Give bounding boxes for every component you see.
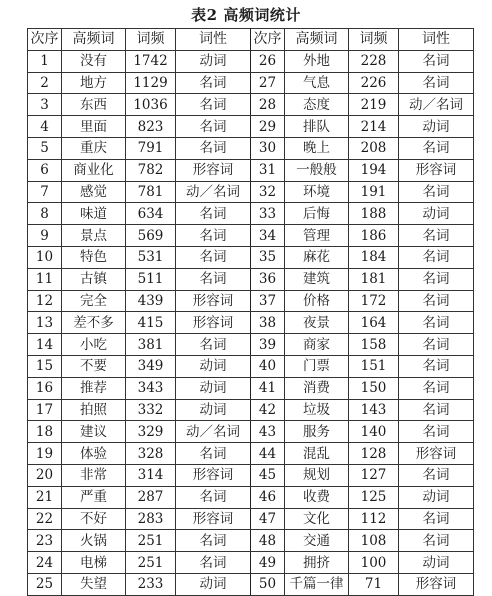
table-row	[28, 399, 474, 421]
cell-rank-left: 7	[28, 181, 62, 203]
cell-frequency-right: 128	[349, 443, 399, 465]
cell-frequency-left: 1036	[126, 94, 176, 116]
cell-pos-right: 名词	[399, 312, 474, 334]
cell-rank-right: 31	[251, 159, 285, 181]
table-row	[28, 290, 474, 312]
table-row	[28, 552, 474, 574]
cell-pos-left: 名词	[176, 225, 251, 247]
cell-pos-left: 名词	[176, 486, 251, 508]
cell-rank-right: 44	[251, 443, 285, 465]
cell-word-left: 拍照	[62, 399, 126, 421]
table-row	[28, 72, 474, 94]
cell-word-right: 规划	[285, 464, 349, 486]
cell-pos-right: 名词	[399, 508, 474, 530]
cell-frequency-left: 782	[126, 159, 176, 181]
cell-frequency-right: 172	[349, 290, 399, 312]
cell-rank-right: 46	[251, 486, 285, 508]
cell-pos-left: 动词	[176, 355, 251, 377]
cell-rank-left: 24	[28, 552, 62, 574]
cell-word-left: 不好	[62, 508, 126, 530]
cell-frequency-left: 531	[126, 246, 176, 268]
cell-pos-left: 形容词	[176, 464, 251, 486]
cell-frequency-right: 226	[349, 72, 399, 94]
cell-word-left: 重庆	[62, 137, 126, 159]
cell-rank-right: 37	[251, 290, 285, 312]
cell-word-right: 麻花	[285, 246, 349, 268]
cell-pos-right: 名词	[399, 399, 474, 421]
cell-pos-right: 动／名词	[399, 94, 474, 116]
cell-rank-right: 39	[251, 334, 285, 356]
cell-word-left: 古镇	[62, 268, 126, 290]
cell-frequency-right: 228	[349, 50, 399, 72]
cell-frequency-left: 1129	[126, 72, 176, 94]
cell-frequency-left: 349	[126, 355, 176, 377]
cell-rank-left: 20	[28, 464, 62, 486]
cell-pos-right: 名词	[399, 334, 474, 356]
cell-pos-right: 动词	[399, 486, 474, 508]
cell-pos-right: 名词	[399, 421, 474, 443]
cell-rank-left: 22	[28, 508, 62, 530]
cell-rank-right: 47	[251, 508, 285, 530]
cell-pos-right: 名词	[399, 530, 474, 552]
cell-word-right: 一般般	[285, 159, 349, 181]
cell-rank-left: 23	[28, 530, 62, 552]
cell-rank-left: 2	[28, 72, 62, 94]
table-row	[28, 355, 474, 377]
table-row	[28, 443, 474, 465]
cell-rank-left: 9	[28, 225, 62, 247]
cell-pos-left: 名词	[176, 246, 251, 268]
cell-rank-left: 5	[28, 137, 62, 159]
cell-word-right: 交通	[285, 530, 349, 552]
cell-word-right: 商家	[285, 334, 349, 356]
cell-word-left: 推荐	[62, 377, 126, 399]
cell-word-left: 失望	[62, 573, 126, 595]
cell-frequency-right: 214	[349, 116, 399, 138]
cell-pos-left: 动词	[176, 573, 251, 595]
header-word-right: 高频词	[285, 29, 349, 51]
cell-word-left: 东西	[62, 94, 126, 116]
cell-rank-right: 32	[251, 181, 285, 203]
cell-word-right: 夜景	[285, 312, 349, 334]
cell-frequency-left: 251	[126, 530, 176, 552]
table-row	[28, 159, 474, 181]
cell-word-left: 严重	[62, 486, 126, 508]
table-row	[28, 94, 474, 116]
table-row	[28, 377, 474, 399]
cell-rank-left: 1	[28, 50, 62, 72]
cell-frequency-left: 634	[126, 203, 176, 225]
cell-pos-left: 名词	[176, 530, 251, 552]
cell-frequency-right: 188	[349, 203, 399, 225]
cell-word-left: 电梯	[62, 552, 126, 574]
cell-rank-right: 27	[251, 72, 285, 94]
cell-pos-left: 动／名词	[176, 421, 251, 443]
cell-rank-right: 43	[251, 421, 285, 443]
cell-rank-left: 19	[28, 443, 62, 465]
table-row	[28, 225, 474, 247]
cell-rank-right: 29	[251, 116, 285, 138]
table-body	[28, 50, 474, 595]
cell-word-right: 门票	[285, 355, 349, 377]
cell-pos-left: 名词	[176, 116, 251, 138]
table-row	[28, 203, 474, 225]
cell-rank-left: 3	[28, 94, 62, 116]
cell-rank-right: 36	[251, 268, 285, 290]
cell-pos-right: 名词	[399, 50, 474, 72]
cell-frequency-right: 181	[349, 268, 399, 290]
cell-rank-left: 25	[28, 573, 62, 595]
cell-rank-left: 10	[28, 246, 62, 268]
cell-word-right: 晚上	[285, 137, 349, 159]
cell-rank-right: 45	[251, 464, 285, 486]
cell-frequency-left: 332	[126, 399, 176, 421]
cell-rank-left: 15	[28, 355, 62, 377]
cell-frequency-right: 184	[349, 246, 399, 268]
cell-pos-left: 名词	[176, 443, 251, 465]
cell-word-left: 非常	[62, 464, 126, 486]
cell-frequency-right: 140	[349, 421, 399, 443]
cell-word-left: 特色	[62, 246, 126, 268]
cell-frequency-right: 143	[349, 399, 399, 421]
cell-rank-left: 8	[28, 203, 62, 225]
cell-frequency-left: 511	[126, 268, 176, 290]
header-frequency-right: 词频	[349, 29, 399, 51]
cell-pos-left: 名词	[176, 334, 251, 356]
cell-frequency-left: 328	[126, 443, 176, 465]
cell-word-right: 气息	[285, 72, 349, 94]
cell-word-right: 排队	[285, 116, 349, 138]
cell-pos-right: 名词	[399, 268, 474, 290]
table-row	[28, 530, 474, 552]
cell-word-left: 火锅	[62, 530, 126, 552]
cell-word-right: 后悔	[285, 203, 349, 225]
cell-word-right: 收费	[285, 486, 349, 508]
header-frequency-left: 词频	[126, 29, 176, 51]
cell-word-right: 服务	[285, 421, 349, 443]
cell-word-left: 不要	[62, 355, 126, 377]
cell-frequency-right: 194	[349, 159, 399, 181]
table-caption: 表2 高频词统计	[191, 6, 301, 24]
cell-pos-left: 名词	[176, 268, 251, 290]
cell-frequency-right: 191	[349, 181, 399, 203]
cell-word-left: 完全	[62, 290, 126, 312]
cell-rank-right: 26	[251, 50, 285, 72]
cell-rank-right: 50	[251, 573, 285, 595]
cell-word-right: 环境	[285, 181, 349, 203]
cell-pos-right: 名词	[399, 72, 474, 94]
cell-word-right: 千篇一律	[285, 573, 349, 595]
cell-pos-left: 动词	[176, 399, 251, 421]
cell-rank-right: 42	[251, 399, 285, 421]
cell-pos-right: 形容词	[399, 573, 474, 595]
cell-pos-right: 动词	[399, 203, 474, 225]
table-row	[28, 181, 474, 203]
cell-rank-left: 13	[28, 312, 62, 334]
cell-pos-right: 形容词	[399, 159, 474, 181]
cell-pos-right: 形容词	[399, 443, 474, 465]
cell-rank-left: 14	[28, 334, 62, 356]
cell-pos-right: 名词	[399, 137, 474, 159]
cell-rank-right: 40	[251, 355, 285, 377]
cell-pos-left: 名词	[176, 552, 251, 574]
table-row	[28, 116, 474, 138]
cell-frequency-left: 415	[126, 312, 176, 334]
table-row	[28, 334, 474, 356]
cell-frequency-left: 343	[126, 377, 176, 399]
cell-word-right: 文化	[285, 508, 349, 530]
cell-word-right: 管理	[285, 225, 349, 247]
cell-rank-left: 17	[28, 399, 62, 421]
cell-frequency-right: 186	[349, 225, 399, 247]
cell-rank-right: 49	[251, 552, 285, 574]
cell-rank-left: 21	[28, 486, 62, 508]
cell-pos-right: 动词	[399, 552, 474, 574]
cell-rank-right: 41	[251, 377, 285, 399]
cell-pos-left: 动／名词	[176, 181, 251, 203]
cell-word-left: 感觉	[62, 181, 126, 203]
cell-frequency-left: 233	[126, 573, 176, 595]
cell-word-right: 拥挤	[285, 552, 349, 574]
cell-pos-left: 形容词	[176, 312, 251, 334]
cell-word-left: 小吃	[62, 334, 126, 356]
cell-frequency-left: 1742	[126, 50, 176, 72]
cell-rank-left: 6	[28, 159, 62, 181]
cell-frequency-right: 164	[349, 312, 399, 334]
cell-pos-right: 名词	[399, 377, 474, 399]
cell-pos-right: 名词	[399, 290, 474, 312]
header-pos-left: 词性	[176, 29, 251, 51]
cell-word-left: 味道	[62, 203, 126, 225]
cell-word-left: 建议	[62, 421, 126, 443]
cell-frequency-left: 439	[126, 290, 176, 312]
table-row	[28, 421, 474, 443]
table-row	[28, 573, 474, 595]
cell-frequency-left: 381	[126, 334, 176, 356]
cell-frequency-right: 151	[349, 355, 399, 377]
header-rank-right: 次序	[251, 29, 285, 51]
cell-rank-right: 34	[251, 225, 285, 247]
cell-frequency-left: 314	[126, 464, 176, 486]
header-rank-left: 次序	[28, 29, 62, 51]
cell-frequency-left: 569	[126, 225, 176, 247]
table-row	[28, 486, 474, 508]
cell-rank-right: 33	[251, 203, 285, 225]
cell-frequency-right: 127	[349, 464, 399, 486]
table-row	[28, 312, 474, 334]
cell-pos-left: 形容词	[176, 159, 251, 181]
cell-frequency-left: 251	[126, 552, 176, 574]
cell-frequency-right: 108	[349, 530, 399, 552]
cell-word-right: 建筑	[285, 268, 349, 290]
cell-rank-left: 18	[28, 421, 62, 443]
cell-word-right: 态度	[285, 94, 349, 116]
cell-word-left: 差不多	[62, 312, 126, 334]
cell-pos-left: 名词	[176, 94, 251, 116]
cell-rank-right: 38	[251, 312, 285, 334]
cell-pos-left: 动词	[176, 377, 251, 399]
cell-pos-right: 名词	[399, 225, 474, 247]
cell-pos-right: 名词	[399, 181, 474, 203]
cell-frequency-right: 219	[349, 94, 399, 116]
cell-rank-right: 48	[251, 530, 285, 552]
cell-word-left: 没有	[62, 50, 126, 72]
cell-frequency-left: 287	[126, 486, 176, 508]
cell-pos-left: 动词	[176, 50, 251, 72]
header-word-left: 高频词	[62, 29, 126, 51]
cell-frequency-left: 823	[126, 116, 176, 138]
table-row	[28, 50, 474, 72]
cell-rank-right: 35	[251, 246, 285, 268]
cell-pos-right: 动词	[399, 116, 474, 138]
table-row	[28, 508, 474, 530]
cell-word-right: 价格	[285, 290, 349, 312]
cell-frequency-right: 208	[349, 137, 399, 159]
table-row	[28, 137, 474, 159]
frequency-table	[27, 28, 474, 596]
cell-word-right: 垃圾	[285, 399, 349, 421]
cell-word-right: 混乱	[285, 443, 349, 465]
cell-frequency-right: 150	[349, 377, 399, 399]
cell-frequency-right: 158	[349, 334, 399, 356]
cell-rank-left: 4	[28, 116, 62, 138]
cell-rank-left: 11	[28, 268, 62, 290]
cell-frequency-right: 71	[349, 573, 399, 595]
cell-pos-left: 名词	[176, 137, 251, 159]
cell-frequency-left: 283	[126, 508, 176, 530]
cell-rank-right: 28	[251, 94, 285, 116]
cell-pos-right: 名词	[399, 246, 474, 268]
cell-word-left: 商业化	[62, 159, 126, 181]
cell-rank-left: 16	[28, 377, 62, 399]
cell-frequency-right: 100	[349, 552, 399, 574]
cell-rank-left: 12	[28, 290, 62, 312]
cell-rank-right: 30	[251, 137, 285, 159]
cell-pos-right: 名词	[399, 355, 474, 377]
cell-word-left: 里面	[62, 116, 126, 138]
cell-frequency-left: 781	[126, 181, 176, 203]
cell-frequency-left: 329	[126, 421, 176, 443]
header-row	[28, 29, 474, 51]
cell-pos-left: 名词	[176, 72, 251, 94]
cell-pos-left: 名词	[176, 203, 251, 225]
cell-pos-left: 形容词	[176, 290, 251, 312]
cell-word-left: 景点	[62, 225, 126, 247]
cell-word-right: 消费	[285, 377, 349, 399]
table-row	[28, 268, 474, 290]
cell-pos-right: 名词	[399, 464, 474, 486]
cell-frequency-left: 791	[126, 137, 176, 159]
cell-frequency-right: 112	[349, 508, 399, 530]
cell-word-left: 地方	[62, 72, 126, 94]
cell-frequency-right: 125	[349, 486, 399, 508]
cell-word-right: 外地	[285, 50, 349, 72]
table-row	[28, 246, 474, 268]
cell-pos-left: 形容词	[176, 508, 251, 530]
header-pos-right: 词性	[399, 29, 474, 51]
cell-word-left: 体验	[62, 443, 126, 465]
table-row	[28, 464, 474, 486]
